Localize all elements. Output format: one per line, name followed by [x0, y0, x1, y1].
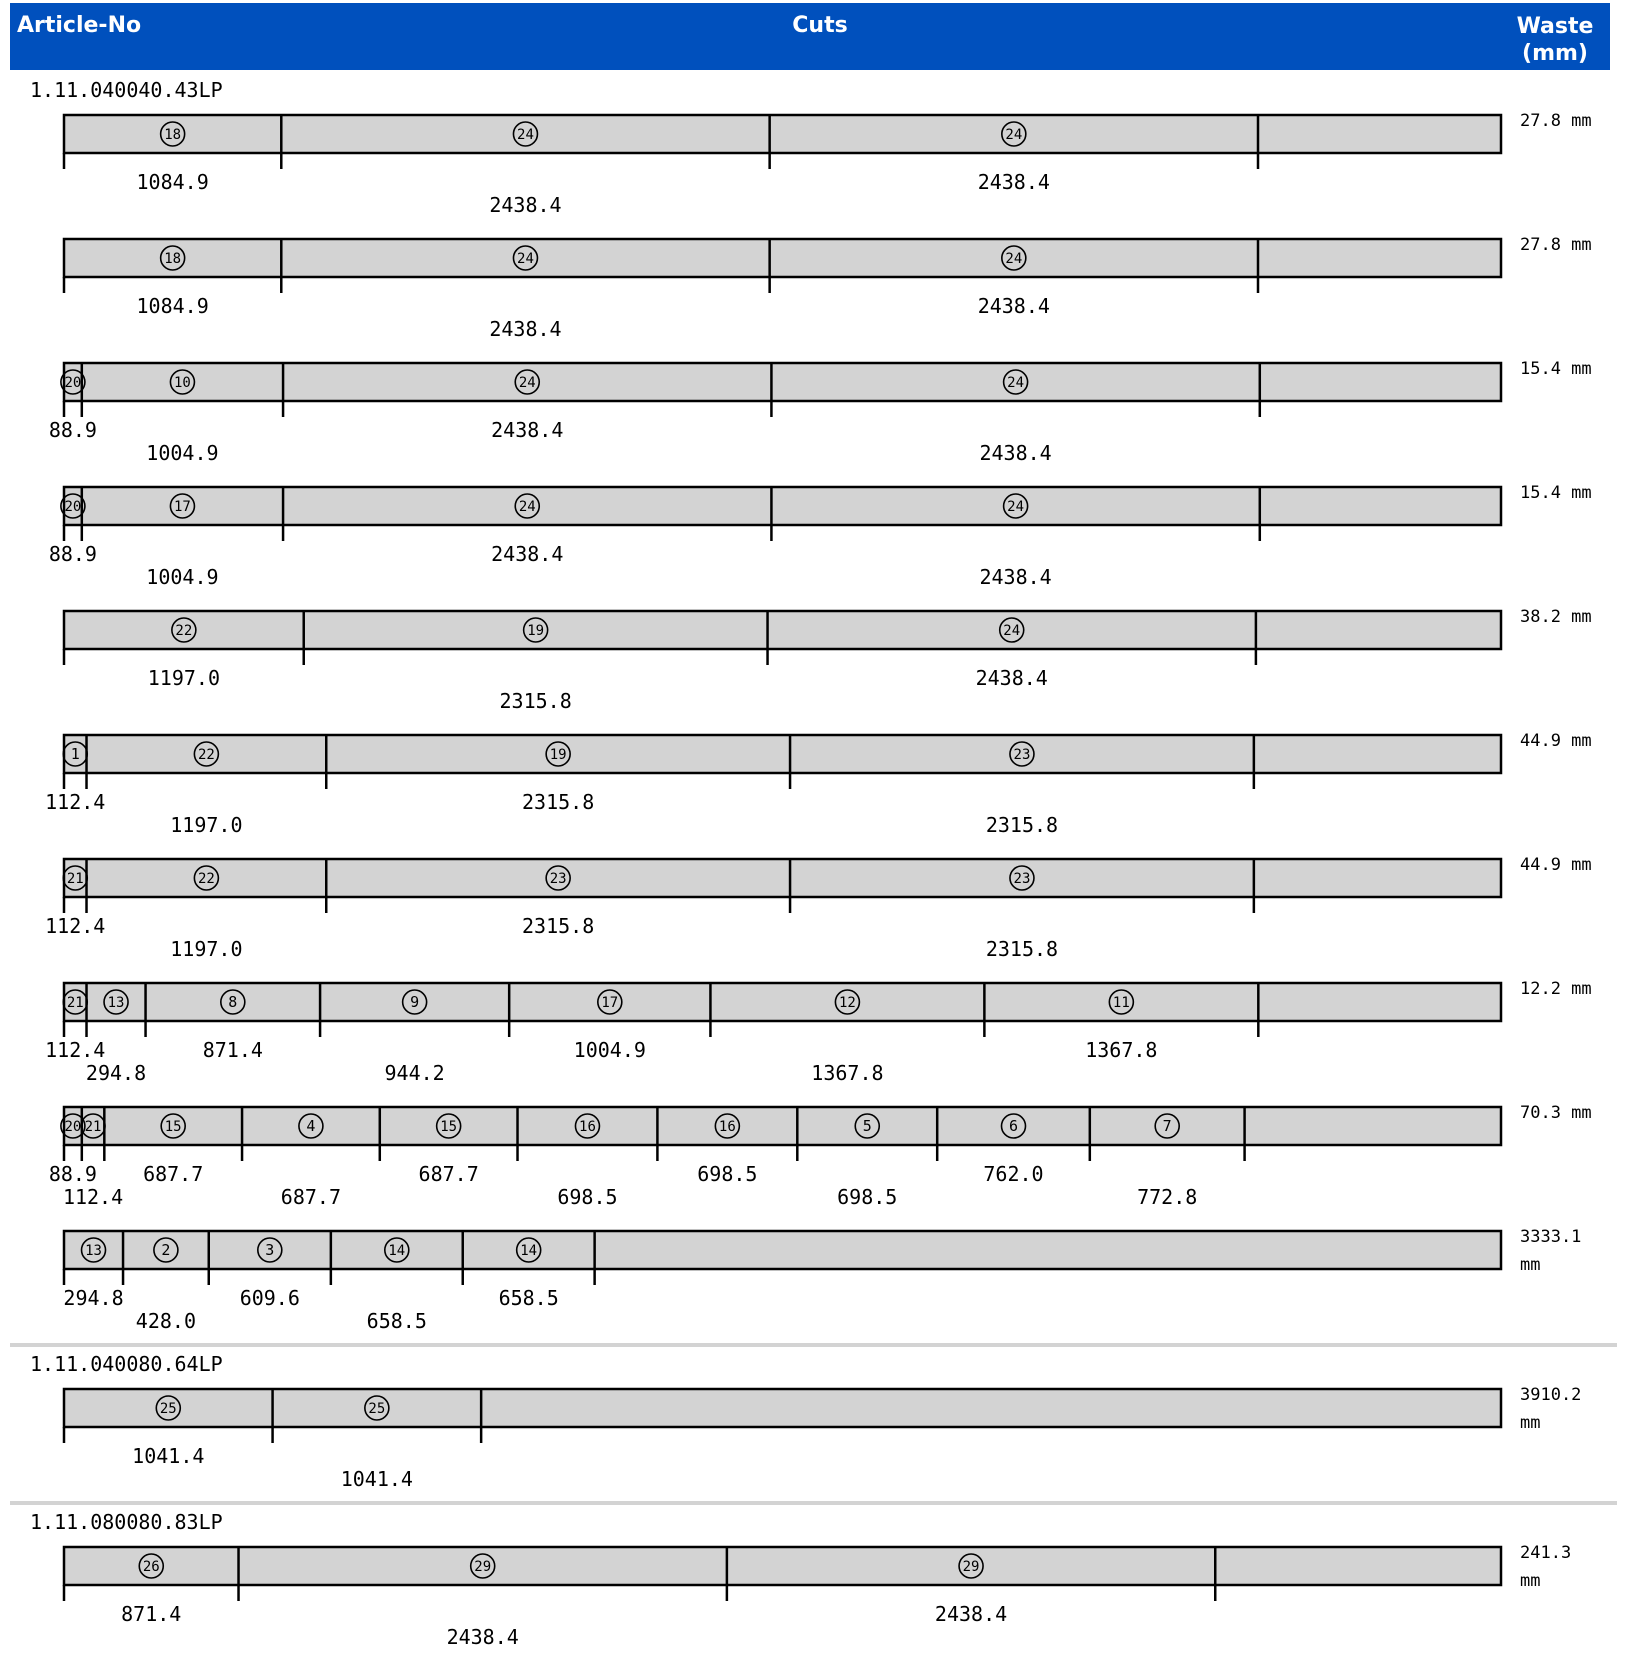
stock-bar [64, 611, 1501, 649]
cut-length: 698.5 [557, 1185, 618, 1209]
cut-length: 112.4 [45, 790, 106, 814]
cut-length: 112.4 [45, 1038, 106, 1062]
cut-length: 2438.4 [979, 565, 1052, 589]
stock-bar [64, 239, 1501, 277]
cut-length: 944.2 [384, 1061, 445, 1085]
cut-length: 871.4 [121, 1602, 182, 1626]
cut-length: 2438.4 [491, 418, 564, 442]
cut-length: 2315.8 [499, 689, 572, 713]
waste-value: 3910.2 mm [1520, 1385, 1582, 1433]
cut-length: 1197.0 [147, 666, 220, 690]
article-number: 1.11.040040.43LP [30, 78, 223, 102]
header-cuts: Cuts [792, 13, 848, 38]
stock-bar [64, 363, 1501, 401]
waste-value: 15.4 mm [1520, 483, 1592, 503]
cut-length: 294.8 [85, 1061, 147, 1085]
waste-value: 15.4 mm [1520, 359, 1592, 379]
header-article-no: Article-No [17, 13, 142, 38]
stock-bar [64, 1231, 1501, 1269]
piece-number: 21 [66, 871, 84, 887]
article-number: 1.11.040080.64LP [30, 1352, 223, 1376]
cut-length: 772.8 [1137, 1185, 1198, 1209]
piece-number: 24 [1005, 127, 1023, 143]
waste-value: 241.3 mm [1520, 1543, 1572, 1591]
piece-number: 15 [440, 1119, 458, 1135]
piece-number: 7 [1162, 1117, 1172, 1135]
header-waste-label: Waste [1516, 14, 1594, 39]
cut-length: 2438.4 [446, 1625, 519, 1649]
cut-length: 1041.4 [340, 1467, 413, 1491]
piece-number: 14 [520, 1243, 538, 1259]
cut-length: 1084.9 [136, 294, 209, 318]
cut-length: 1004.9 [146, 441, 219, 465]
piece-number: 8 [228, 993, 238, 1011]
piece-number: 3 [265, 1241, 275, 1259]
piece-number: 20 [64, 499, 82, 515]
cut-length: 428.0 [135, 1309, 197, 1333]
piece-number: 11 [1112, 995, 1130, 1011]
piece-number: 9 [410, 993, 420, 1011]
piece-number: 25 [368, 1401, 386, 1417]
piece-number: 25 [159, 1401, 177, 1417]
piece-number: 24 [1003, 623, 1021, 639]
cut-length: 1367.8 [1085, 1038, 1158, 1062]
piece-number: 23 [1013, 871, 1031, 887]
piece-number: 18 [164, 251, 182, 267]
piece-number: 22 [197, 871, 215, 887]
cut-length: 112.4 [45, 914, 106, 938]
stock-bar [64, 1547, 1501, 1585]
cut-length: 2438.4 [977, 294, 1050, 318]
cut-length: 658.5 [366, 1309, 427, 1333]
cut-length: 2315.8 [985, 813, 1059, 837]
cut-length: 112.4 [62, 1185, 124, 1209]
stock-bar [64, 735, 1501, 773]
piece-number: 19 [527, 623, 545, 639]
cut-length: 2438.4 [975, 666, 1048, 690]
cut-length: 1367.8 [811, 1061, 884, 1085]
stock-bar [64, 1107, 1501, 1145]
cut-length: 88.9 [48, 1162, 97, 1186]
piece-number: 22 [197, 747, 215, 763]
cut-length: 2438.4 [977, 170, 1050, 194]
cut-length: 609.6 [239, 1286, 300, 1310]
stock-bar [64, 487, 1501, 525]
cut-length: 1004.9 [573, 1038, 646, 1062]
piece-number: 14 [388, 1243, 406, 1259]
piece-number: 24 [517, 127, 534, 143]
cut-length: 698.5 [697, 1162, 758, 1186]
piece-number: 21 [66, 995, 84, 1011]
cut-length: 2315.8 [522, 914, 595, 938]
waste-value: 44.9 mm [1520, 731, 1592, 751]
piece-number: 24 [518, 375, 536, 391]
cut-length: 1004.9 [146, 565, 219, 589]
cut-length: 698.5 [837, 1185, 898, 1209]
header-waste-unit: (mm) [1522, 41, 1588, 66]
cut-length: 2315.8 [985, 937, 1059, 961]
stock-bar [64, 859, 1501, 897]
stock-bar [64, 983, 1501, 1021]
cut-length: 2315.8 [522, 790, 595, 814]
piece-number: 13 [107, 995, 125, 1011]
cut-length: 687.7 [418, 1162, 479, 1186]
waste-value: 27.8 mm [1520, 111, 1592, 131]
cut-length: 2438.4 [934, 1602, 1008, 1626]
piece-number: 26 [142, 1559, 160, 1575]
cut-length: 871.4 [202, 1038, 263, 1062]
piece-number: 18 [164, 127, 182, 143]
cut-length: 2438.4 [491, 542, 564, 566]
cut-length: 1197.0 [170, 813, 243, 837]
waste-value: 70.3 mm [1520, 1103, 1592, 1123]
piece-number: 24 [518, 499, 536, 515]
waste-value: 12.2 mm [1520, 979, 1592, 999]
piece-number: 6 [1008, 1117, 1019, 1135]
piece-number: 23 [1013, 747, 1031, 763]
cut-length: 2438.4 [979, 441, 1052, 465]
piece-number: 20 [64, 375, 82, 391]
cut-length: 294.8 [63, 1286, 124, 1310]
piece-number: 24 [1005, 251, 1023, 267]
piece-number: 29 [962, 1559, 980, 1575]
piece-number: 16 [718, 1119, 736, 1135]
cut-length: 1197.0 [170, 937, 243, 961]
piece-number: 19 [549, 747, 567, 763]
piece-number: 15 [164, 1119, 182, 1135]
cut-length: 2438.4 [489, 193, 562, 217]
piece-number: 5 [862, 1117, 872, 1135]
piece-number: 22 [175, 623, 193, 639]
piece-number: 2 [161, 1241, 171, 1259]
cut-length: 658.5 [498, 1286, 559, 1310]
piece-number: 1 [70, 745, 80, 763]
cut-length: 762.0 [983, 1162, 1044, 1186]
cut-length: 88.9 [48, 418, 97, 442]
piece-number: 4 [306, 1117, 316, 1135]
piece-number: 20 [64, 1119, 82, 1135]
piece-number: 16 [579, 1119, 596, 1135]
cut-length: 88.9 [48, 542, 97, 566]
piece-number: 17 [601, 995, 619, 1011]
cut-length: 687.7 [280, 1185, 342, 1209]
piece-number: 24 [1007, 375, 1025, 391]
cut-length: 1084.9 [136, 170, 209, 194]
article-number: 1.11.080080.83LP [30, 1510, 223, 1534]
piece-number: 24 [1007, 499, 1025, 515]
piece-number: 29 [474, 1559, 492, 1575]
piece-number: 12 [838, 995, 856, 1011]
waste-value: 38.2 mm [1520, 607, 1592, 627]
waste-value: 27.8 mm [1520, 235, 1592, 255]
stock-bar [64, 115, 1501, 153]
piece-number: 13 [85, 1243, 102, 1259]
piece-number: 23 [549, 871, 567, 887]
piece-number: 10 [174, 375, 191, 391]
piece-number: 21 [84, 1119, 102, 1135]
cut-length: 687.7 [143, 1162, 204, 1186]
waste-value: 44.9 mm [1520, 855, 1592, 875]
stock-bar [64, 1389, 1501, 1427]
cut-length: 2438.4 [489, 317, 562, 341]
piece-number: 24 [517, 251, 534, 267]
piece-number: 17 [174, 499, 191, 515]
cut-length: 1041.4 [132, 1444, 205, 1468]
waste-value: 3333.1 mm [1520, 1227, 1582, 1275]
